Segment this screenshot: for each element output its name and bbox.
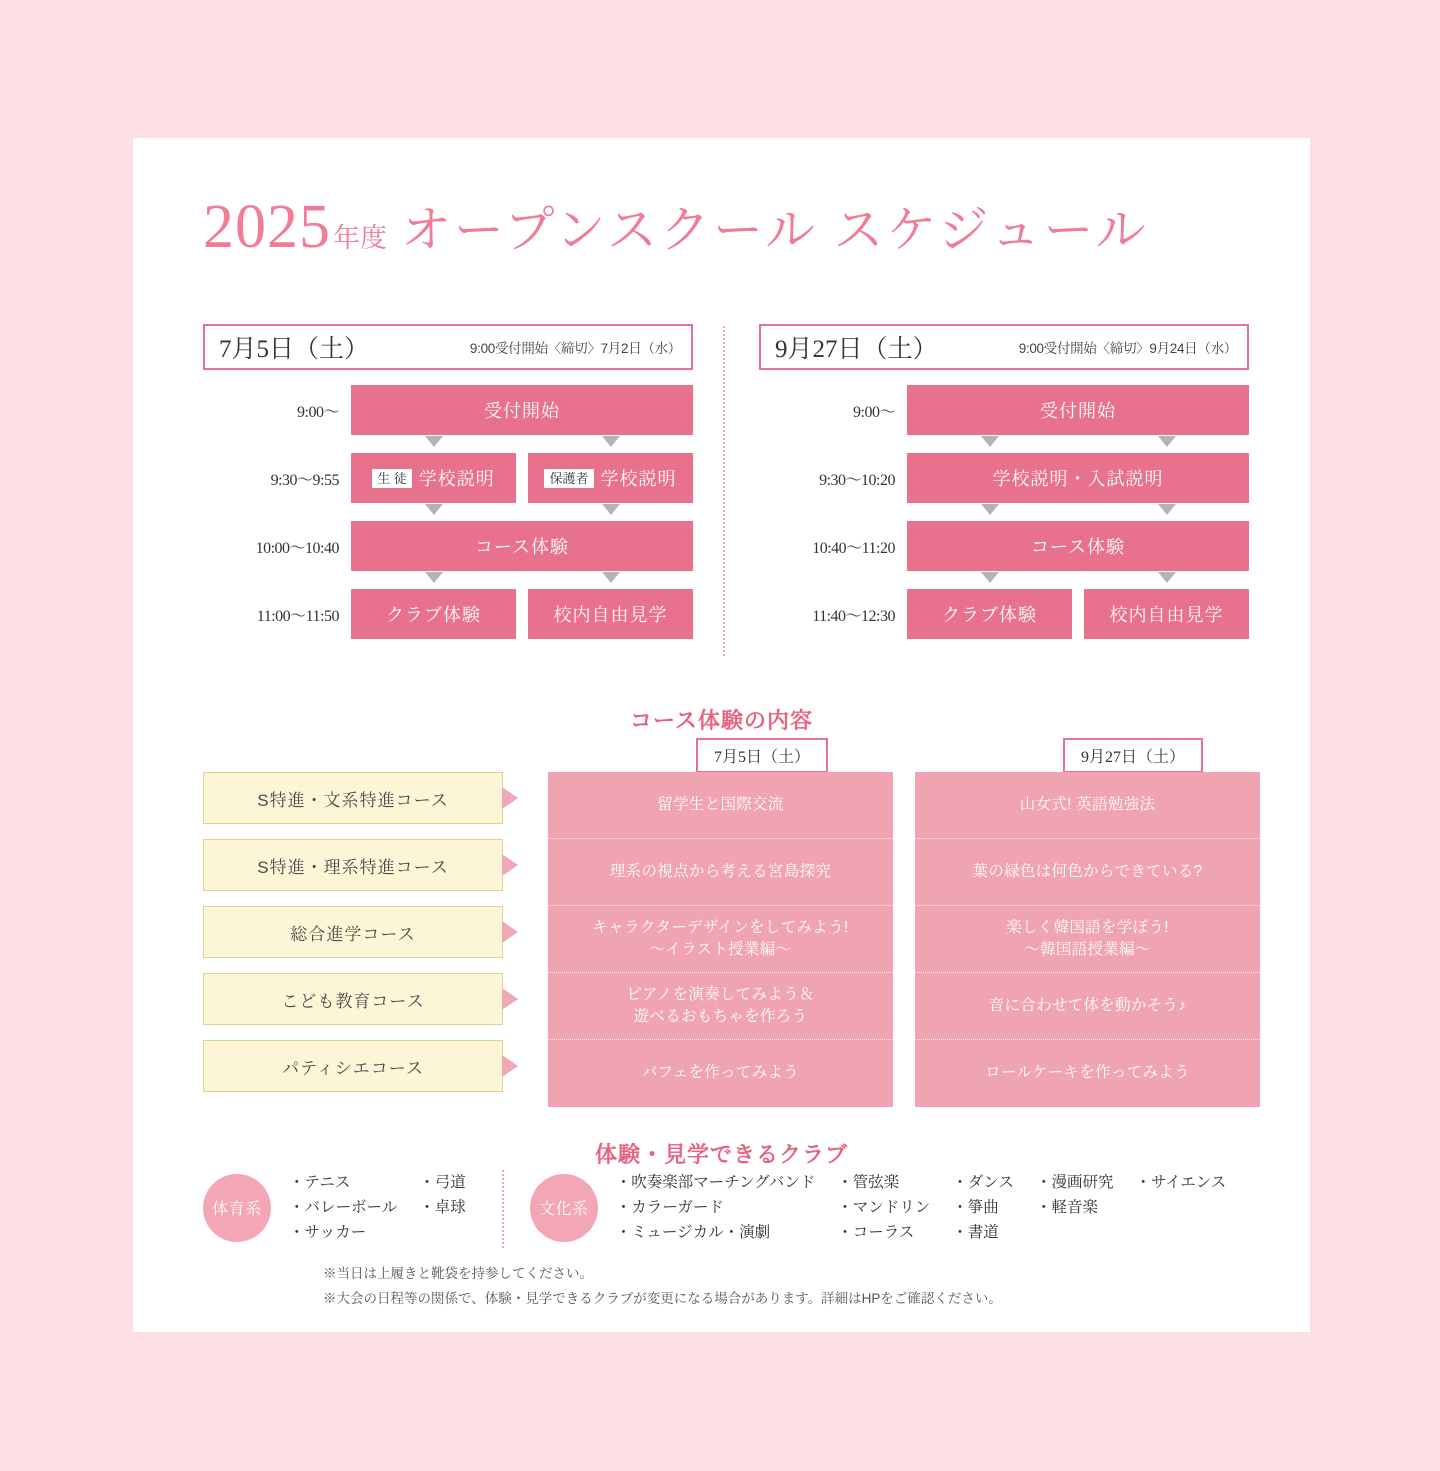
down-arrow-icon	[528, 572, 693, 588]
club-item: ・ミュージカル・演劇	[615, 1224, 771, 1242]
footnote: ※当日は上履きと靴袋を持参してください。	[323, 1266, 593, 1281]
footnotes	[323, 1262, 1002, 1312]
schedule-september	[759, 324, 1249, 640]
down-arrow-icon	[351, 572, 516, 588]
club-item: ・コーラス	[837, 1224, 915, 1242]
row-item	[351, 589, 516, 639]
arrow-row	[907, 504, 1249, 520]
course-content-september	[915, 772, 1260, 1107]
clubs-column	[616, 1170, 816, 1245]
course-chip: こども教育コース	[203, 973, 503, 1025]
row-item	[528, 589, 693, 639]
down-arrow-icon	[907, 436, 1072, 452]
row-item-label: コース体験	[1030, 537, 1126, 557]
arrow-row	[907, 436, 1249, 452]
club-item: ・箏曲	[952, 1199, 999, 1217]
poster-card	[133, 138, 1310, 1332]
course-content-cell: パフェを作ってみよう	[641, 1064, 800, 1082]
schedule-september-rows	[759, 384, 1249, 640]
course-content-cell: 楽しく韓国語を学ぼう! 〜韓国語授業編〜	[915, 906, 1260, 973]
arrow-row	[351, 504, 693, 520]
clubs-column	[1036, 1170, 1114, 1245]
row-item-tag: 生 徒	[372, 469, 412, 488]
arrow-row	[351, 572, 693, 588]
course-section-heading: コース体験の内容	[630, 708, 813, 733]
club-item: ・バレーボール	[289, 1199, 398, 1217]
title-year: 2025	[203, 193, 331, 261]
course-content-cell: 留学生と国際交流	[548, 772, 893, 839]
row-time: 9:30〜10:20	[819, 471, 895, 489]
down-arrow-icon	[1084, 436, 1249, 452]
club-item: ・管弦楽	[837, 1174, 900, 1191]
down-arrow-icon	[528, 504, 693, 520]
row-item-label: 校内自由見学	[553, 605, 668, 625]
schedule-divider	[723, 326, 725, 656]
row-item-label: コース体験	[474, 537, 570, 557]
page-title	[203, 190, 1263, 263]
schedule-september-date: 9月27日（土）	[775, 336, 938, 363]
course-content-cell: 理系の視点から考える宮島探究	[548, 839, 893, 906]
club-item: ・サッカー	[289, 1224, 367, 1242]
row-item-label: クラブ体験	[942, 605, 1037, 625]
course-content-cell: 音に合わせて体を動かそう♪	[915, 973, 1260, 1040]
schedule-september-header	[759, 324, 1249, 370]
club-item: ・ダンス	[952, 1174, 1014, 1191]
schedule-july-rows	[203, 384, 693, 640]
clubs-sports-badge: 体育系	[203, 1174, 271, 1242]
row-item-label: 学校説明・入試説明	[992, 469, 1164, 489]
down-arrow-icon	[351, 504, 516, 520]
schedule-row	[759, 384, 1249, 436]
row-item-label: 校内自由見学	[1109, 605, 1224, 625]
course-content-cell: 山女式! 英語勉強法	[915, 772, 1260, 839]
row-item	[351, 453, 516, 503]
row-item	[1084, 589, 1249, 639]
row-item-label: 受付開始	[484, 401, 560, 421]
down-arrow-icon	[1084, 504, 1249, 520]
row-item-label: 学校説明	[418, 469, 495, 489]
schedule-july-header	[203, 324, 693, 370]
clubs-divider	[502, 1170, 504, 1248]
row-time: 10:40〜11:20	[812, 539, 895, 557]
clubs-section	[203, 1170, 1243, 1248]
row-time: 9:00〜	[853, 403, 895, 421]
course-content-cell: キャラクターデザインをしてみよう! 〜イラスト授業編〜	[548, 906, 893, 973]
club-item: ・サイエンス	[1135, 1174, 1227, 1191]
club-item: ・カラーガード	[615, 1199, 724, 1217]
row-item-label: 受付開始	[1040, 401, 1116, 421]
clubs-section-heading: 体験・見学できるクラブ	[594, 1142, 848, 1167]
row-item	[907, 589, 1072, 639]
clubs-column	[419, 1170, 466, 1245]
row-time: 11:00〜11:50	[256, 607, 339, 625]
clubs-column	[1135, 1170, 1226, 1245]
course-content-cell: ピアノを演奏してみよう＆ 遊べるおもちゃを作ろう	[548, 973, 893, 1040]
down-arrow-icon	[528, 436, 693, 452]
course-column-date-july: 7月5日（土）	[696, 738, 828, 773]
clubs-culture	[530, 1170, 1249, 1245]
row-item	[528, 453, 693, 503]
footnote: ※大会の日程等の関係で、体験・見学できるクラブが変更になる場合があります。詳細はHPをご確認ください。	[323, 1290, 1002, 1306]
down-arrow-icon	[351, 436, 516, 452]
down-arrow-icon	[1084, 572, 1249, 588]
schedule-july	[203, 324, 693, 640]
row-item	[351, 521, 693, 571]
club-item: ・卓球	[419, 1199, 466, 1217]
club-item: ・軽音楽	[1035, 1199, 1098, 1217]
course-chip: S特進・理系特進コース	[203, 839, 503, 891]
title-nendo: 年度	[333, 223, 387, 253]
arrow-row	[907, 572, 1249, 588]
row-item-label: 学校説明	[600, 469, 677, 489]
title-main: オープンスクール スケジュール	[401, 202, 1149, 258]
schedule-row	[203, 452, 693, 504]
schedule-row	[759, 588, 1249, 640]
row-item	[907, 521, 1249, 571]
row-time: 9:00〜	[297, 403, 339, 421]
schedule-september-note: 9:00受付開始〈締切〉9月24日（水）	[1018, 341, 1237, 356]
club-item: ・マンドリン	[837, 1199, 931, 1217]
course-chip: 総合進学コース	[203, 906, 503, 958]
clubs-column	[289, 1170, 397, 1245]
clubs-column	[837, 1170, 930, 1245]
schedule-july-date: 7月5日（土）	[219, 336, 370, 363]
schedule-row	[759, 452, 1249, 504]
schedule-july-note: 9:00受付開始〈締切〉7月2日（水）	[469, 341, 681, 356]
club-item: ・吹奏楽部マーチングバンド	[615, 1174, 816, 1191]
club-item: ・漫画研究	[1035, 1174, 1114, 1191]
course-content-cell: ロールケーキを作ってみよう	[985, 1064, 1190, 1082]
clubs-sports	[203, 1170, 488, 1245]
row-item	[351, 385, 693, 435]
down-arrow-icon	[907, 504, 1072, 520]
row-time: 10:00〜10:40	[255, 539, 339, 557]
row-time: 11:40〜12:30	[812, 607, 895, 625]
clubs-culture-badge: 文化系	[530, 1174, 598, 1242]
row-item-label: クラブ体験	[386, 605, 481, 625]
row-item	[907, 385, 1249, 435]
row-item-tag: 保護者	[544, 469, 593, 488]
row-item	[907, 453, 1249, 503]
schedule-row	[203, 520, 693, 572]
row-time: 9:30〜9:55	[270, 471, 339, 489]
course-chip: S特進・文系特進コース	[203, 772, 503, 824]
schedule-row	[203, 384, 693, 436]
schedule-row	[203, 588, 693, 640]
clubs-column	[952, 1170, 1014, 1245]
down-arrow-icon	[907, 572, 1072, 588]
arrow-row	[351, 436, 693, 452]
club-item: ・書道	[952, 1224, 999, 1242]
schedule-row	[759, 520, 1249, 572]
course-column-date-september: 9月27日（土）	[1063, 738, 1203, 773]
course-content-july	[548, 772, 893, 1107]
course-content-cell: 葉の緑色は何色からできている?	[915, 839, 1260, 906]
club-item: ・テニス	[289, 1174, 351, 1191]
club-item: ・弓道	[419, 1174, 466, 1191]
course-list	[203, 772, 503, 1107]
course-chip: パティシエコース	[203, 1040, 503, 1092]
